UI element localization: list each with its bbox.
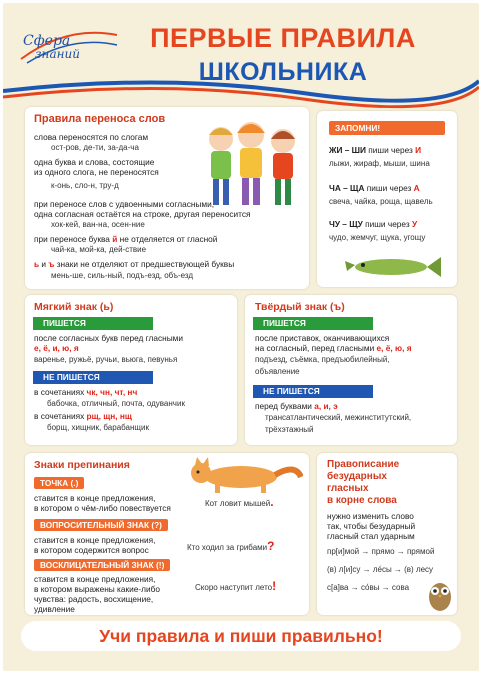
hard-sign-not-written-label: НЕ ПИШЕТСЯ [253,385,373,398]
logo-text-1: Сфера [23,33,71,49]
remember-r2-text: пиши через [364,183,414,193]
vowels-example-2: (в) л[и]су → ле́сы → (в) лесу [327,565,434,574]
question-mark: ? [267,539,275,553]
period-label: ТОЧКА (.) [34,477,84,489]
soft-sign-not-rule-2 [34,411,132,421]
soft-sign-not-written-label: НЕ ПИШЕТСЯ [33,371,153,384]
hard-sign-written-label: ПИШЕТСЯ [253,317,373,330]
question-example-text: Кто ходил за грибами [187,543,268,552]
hard-sign-written-example-2: объявление [255,367,300,376]
question-example [187,541,274,553]
hyphenation-rule-5 [34,259,234,269]
remember-r3-pair: ЧУ – ЩУ [329,219,363,229]
pike-fish-illustration [343,251,443,281]
hyphenation-example-5: мень-ше, силь-ный, подъ-езд, объ-езд [51,271,194,280]
soft-sign-not-example-2: борщ, хищник, барабанщик [47,423,149,432]
rule-4-text-b: не отделяется от гласной [117,234,218,244]
period-rule-2: в котором о чём-либо повествуется [34,503,171,513]
hyphenation-example-2: к-онь, сло-н, тру-д [51,181,119,190]
soft-sign-title: Мягкий знак (ь) [34,301,114,313]
hard-sign-title: Твёрдый знак (ъ) [255,301,345,313]
exclamation-rule-3: чувства: радость, восхищение, [34,594,154,604]
exclamation-example-text: Скоро наступит лето [195,583,273,592]
soft-sign-written-rule: после согласных букв перед гласными [34,333,184,343]
soft-sign-card [25,295,237,445]
soft-sign-not-rule-1 [34,387,137,397]
rule-5-text: знаки не отделяют от предшествующей буквы [54,259,235,269]
hard-sign-written-example-1: подъезд, съёмка, предъюбилейный, [255,355,390,364]
soft-n2-letters: рщ, щн, нщ [86,411,132,421]
hard-n1-text: перед буквами [255,401,315,411]
remember-r1-pair: ЖИ – ШИ [329,145,366,155]
hyphenation-example-3: хок-кей, ван-на, осен-ние [51,220,145,229]
hyphenation-rule-2a: одна буква и слова, состоящие [34,157,155,167]
question-rule-2: в котором содержится вопрос [34,545,149,555]
header-swoosh [3,63,479,113]
hard-sign-written-rule-2 [255,343,412,353]
question-mark-label: ВОПРОСИТЕЛЬНЫЙ ЗНАК (?) [34,519,168,531]
remember-example-2: свеча, чайка, роща, щавель [329,197,433,206]
page-title-line-1: ПЕРВЫЕ ПРАВИЛА [150,23,416,53]
vowels-rule-3: гласный стал ударным [327,531,415,541]
hard-sign-written-rule-1: после приставок, оканчивающихся [255,333,390,343]
vowels-example-1: пр[и]мой → прямо → прямой [327,547,435,556]
period-example-text: Кот ловит мышей [205,499,271,508]
remember-r3-text: пиши через [362,219,412,229]
exclamation-rule-2: в котором выражены какие-либо [34,584,160,594]
rule-4-letter: й [112,234,118,244]
hard-sign-not-example-2: трёхэтажный [265,425,314,434]
remember-r3-letter: У [411,219,418,229]
period-rule-1: ставится в конце предложения, [34,493,156,503]
remember-card [317,111,457,287]
rule-5-and: и [39,259,49,269]
vowels-title-3: гласных [327,483,369,494]
vowels-title-2: безударных [327,471,387,482]
remember-example-3: чудо, жемчуг, щука, угощу [329,233,426,242]
remember-r2-letter: А [413,183,420,193]
hard-w2-text: на согласный, перед гласными [255,343,377,353]
page-title-line-2: ШКОЛЬНИКА [198,58,368,86]
publisher-logo [17,25,121,67]
remember-r2-pair: ЧА – ЩА [329,183,365,193]
exclamation-mark: ! [272,579,277,593]
hyphenation-rule-1: слова переносятся по слогам [34,132,149,142]
footer-slogan: Учи правила и пиши правильно! [21,621,461,651]
remember-rule-3 [329,219,417,229]
hyphenation-example-4: чай-ка, мой-ка, дей-ствие [51,245,147,254]
remember-example-1: лыжи, жираф, мыши, шина [329,159,430,168]
hyphenation-card [25,107,309,289]
hard-w2-letters: е, ё, ю, я [376,343,412,353]
exclamation-example [195,581,276,593]
hyphenation-example-1: ост-ров, де-ти, за-да-ча [51,143,139,152]
children-illustration [193,117,303,209]
soft-sign-not-example-1: бабочка, отличный, почта, одуванчик [47,399,185,408]
soft-sign-written-label: ПИШЕТСЯ [33,317,153,330]
logo-text-2: знаний [35,47,80,61]
hyphenation-title: Правила переноса слов [34,113,166,125]
hyphenation-rule-3a: при переносе слов с удвоенными согласными, [34,199,215,209]
rule-5-letter-soft: ь [34,259,40,269]
punctuation-title: Знаки препинания [34,459,130,471]
exclamation-label: ВОСКЛИЦАТЕЛЬНЫЙ ЗНАК (!) [34,559,170,571]
punctuation-card [25,453,309,615]
rule-4-text-a: при переносе буква [34,234,113,244]
soft-n2-text: в сочетаниях [34,411,87,421]
question-rule-1: ставится в конце предложения, [34,535,156,545]
hard-sign-card [245,295,457,445]
vowels-title-1: Правописание [327,459,400,470]
remember-title: ЗАПОМНИ! [329,121,445,135]
remember-rule-1 [329,145,421,155]
remember-rule-2 [329,183,420,193]
hyphenation-rule-3b: одна согласная остаётся на строке, другая переносится [34,209,251,219]
hyphenation-rule-4 [34,234,217,244]
vowels-rule-1: нужно изменить слово [327,511,414,521]
owl-illustration [425,577,455,613]
vowels-example-3: с[а]ва → со́вы → сова [327,583,410,592]
exclamation-rule-1: ставится в конце предложения, [34,574,156,584]
period-mark: . [270,495,274,509]
soft-sign-written-example: варенье, ружьё, ручьи, вьюга, певунья [34,355,178,364]
hard-sign-not-example-1: трансатлантический, межинститутский, [265,413,412,422]
soft-n1-text: в сочетаниях [34,387,87,397]
hard-n1-letters: а, и, э [314,401,338,411]
remember-r1-letter: И [415,145,422,155]
poster [3,3,479,671]
hard-sign-not-rule [255,401,338,411]
vowels-card [317,453,457,615]
period-example [205,497,274,509]
soft-n1-letters: чк, чн, чт, нч [86,387,138,397]
soft-sign-written-letters: е, ё, и, ю, я [34,343,79,353]
vowels-title-4: в корне слова [327,495,397,506]
hyphenation-rule-2b: из одного слога, не переносятся [34,167,159,177]
exclamation-rule-4: удивление [34,604,75,614]
remember-r1-text: пиши через [366,145,416,155]
rule-5-letter-hard: ъ [48,259,55,269]
cat-illustration [175,455,303,495]
vowels-rule-2: так, чтобы безударный [327,521,416,531]
